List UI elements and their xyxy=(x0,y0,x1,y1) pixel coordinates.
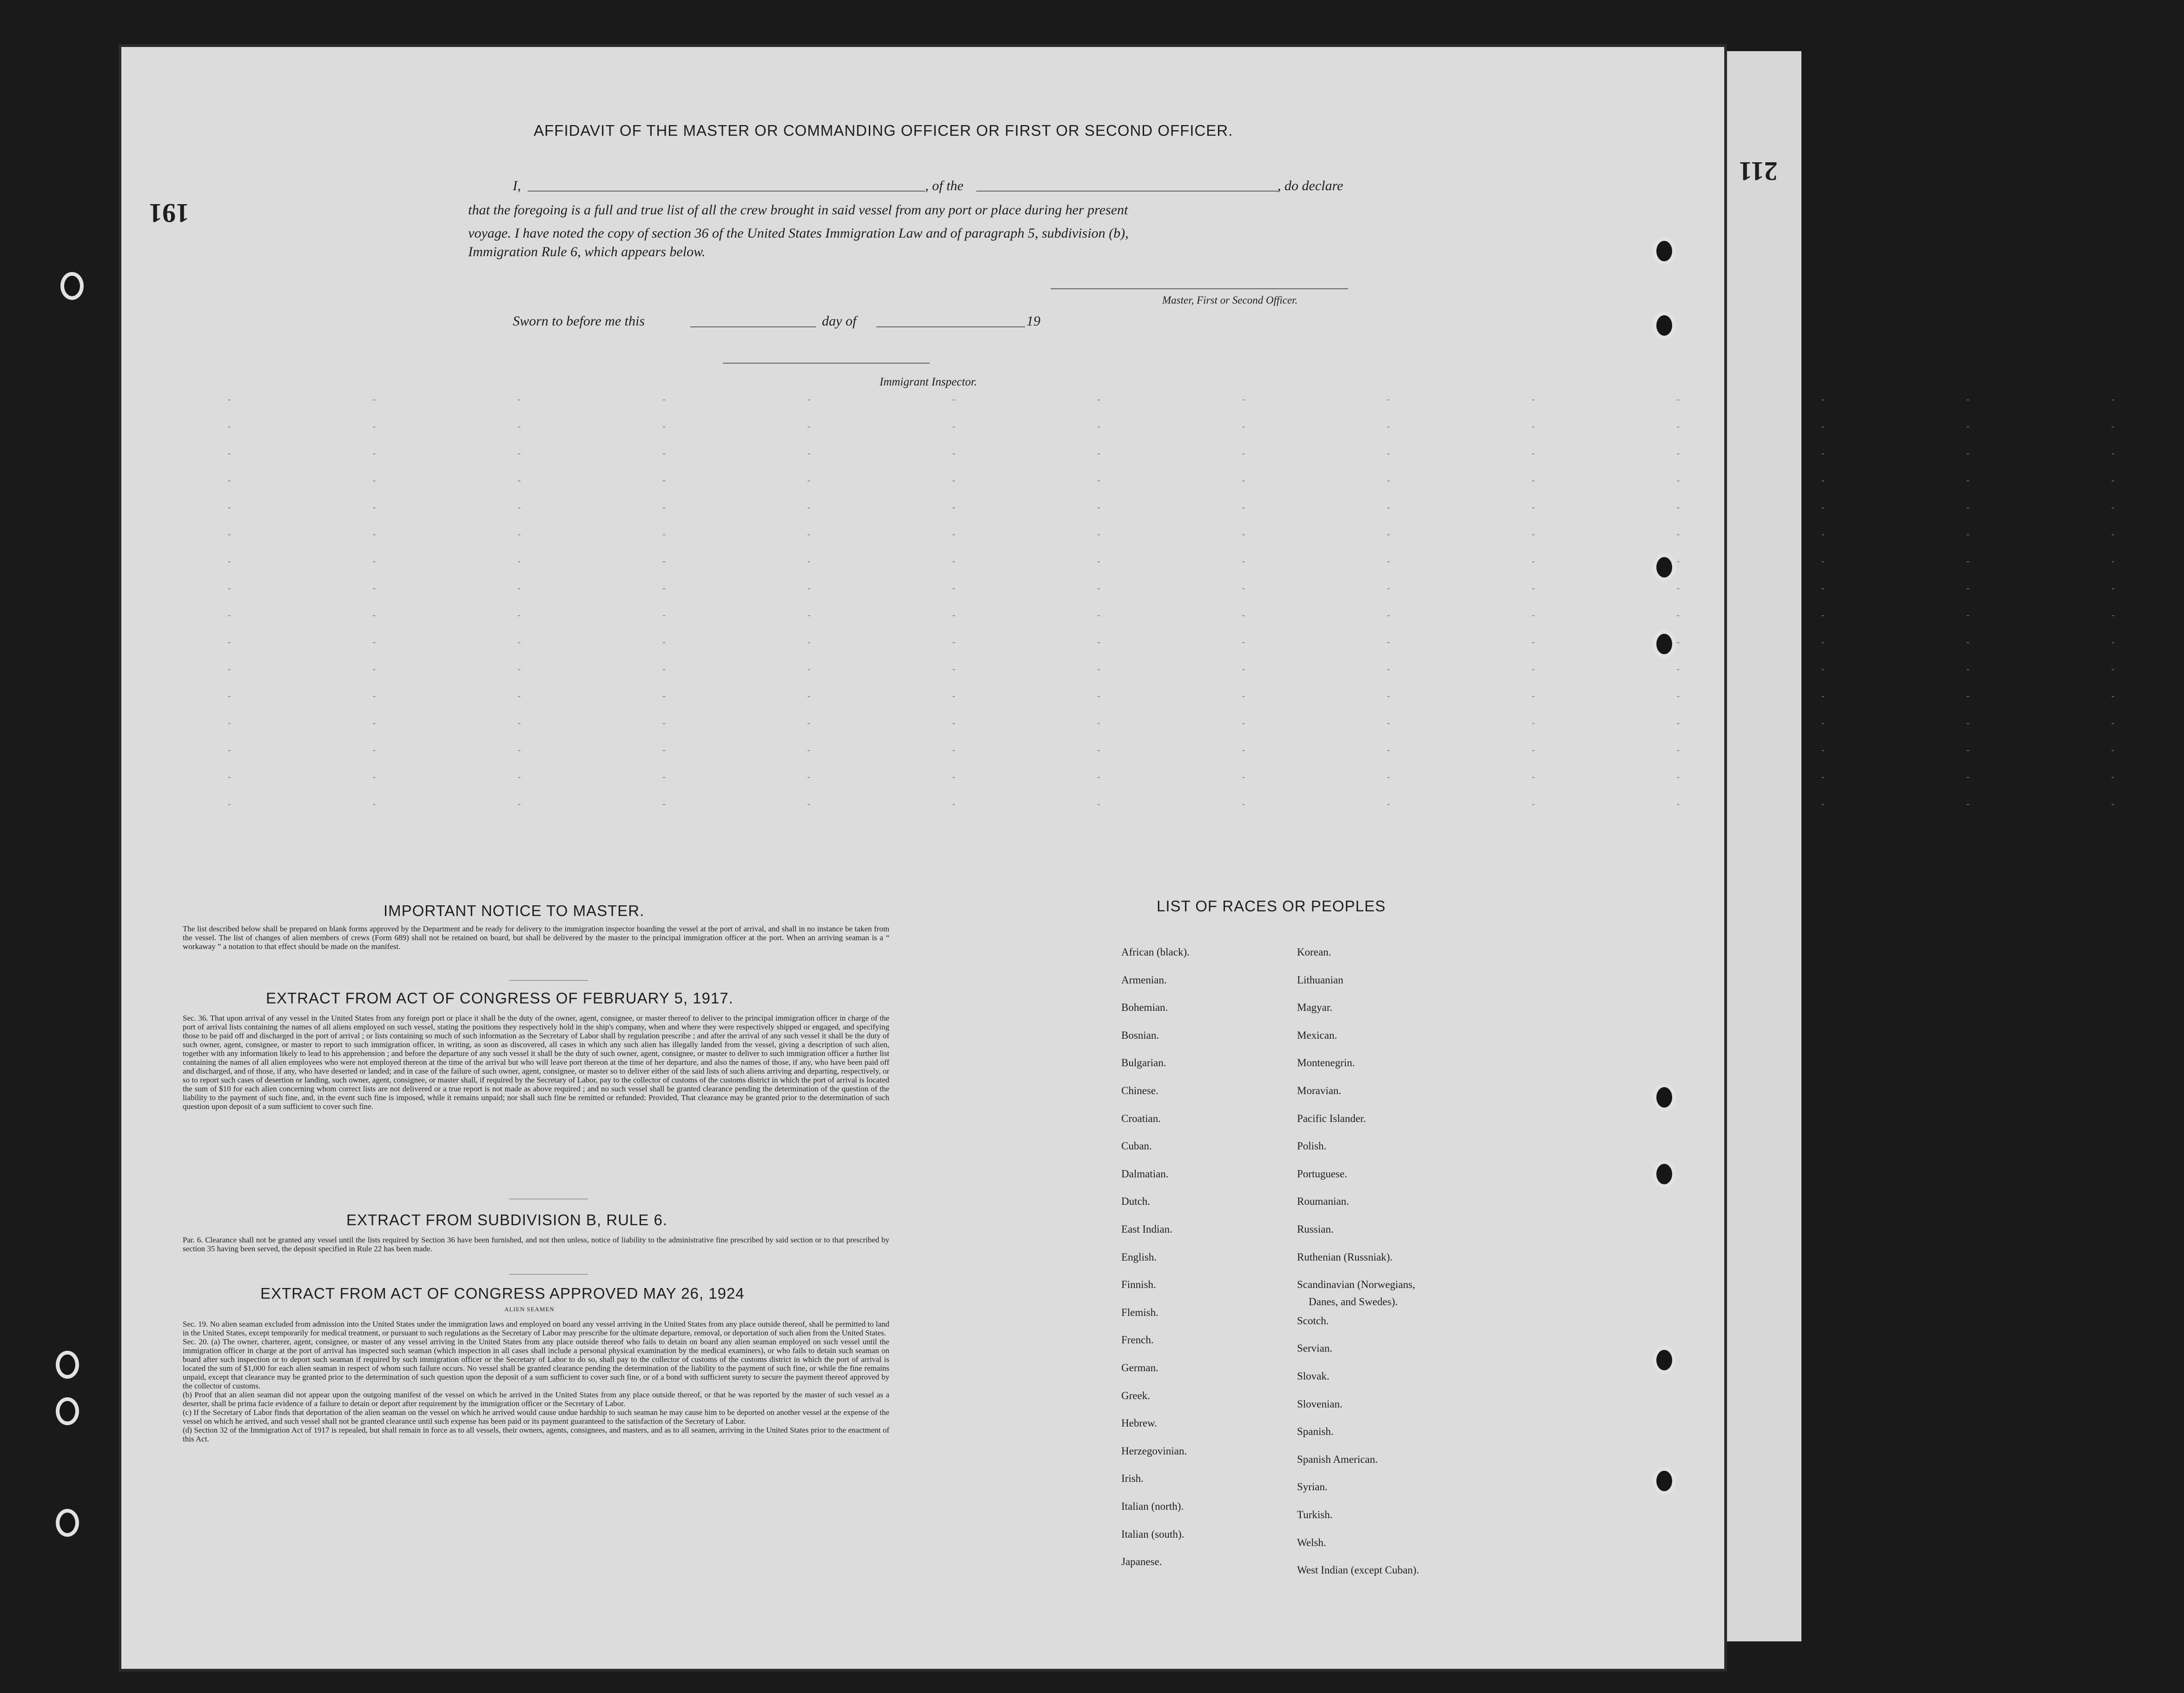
race-item: Bosnian. xyxy=(1121,1029,1159,1041)
vessel-name-line[interactable] xyxy=(976,191,1278,192)
race-item: Roumanian. xyxy=(1297,1195,1349,1208)
signature-label: Master, First or Second Officer. xyxy=(1162,294,1298,306)
binder-hole xyxy=(1653,1083,1676,1111)
race-item: Hebrew. xyxy=(1121,1417,1158,1429)
race-item: French. xyxy=(1121,1334,1154,1346)
race-item: Dutch. xyxy=(1121,1195,1150,1208)
binder-hole xyxy=(56,1509,79,1537)
sec20b-text: (b) Proof that an alien seaman did not appear upon the outgoing manifest of the vessel on which he arrived in the United States from any place outside thereof, or that he was reported by the master of such vessel as a deserter, shall be prima facie evidence of a failure to detain or deport after requirement by the immigration officer or the Secretary of Labor. xyxy=(183,1390,889,1408)
race-item: Greek. xyxy=(1121,1389,1150,1401)
race-item: Chinese. xyxy=(1121,1085,1158,1096)
sec20c-text: (c) If the Secretary of Labor finds that deportation of the alien seaman on the vessel on which he arrived would cause undue hardship to such seaman he may cause him to be deported on another vessel at the expense of the vessel on which he arrived, and such vessel shall not be granted clearance until such expense has been paid or its payment guaranteed to the satisfaction of the Secretary of Labor. xyxy=(183,1408,889,1426)
race-item: Herzegovinian. xyxy=(1121,1445,1187,1457)
race-item: Armenian. xyxy=(1121,974,1167,986)
extract-1917-title: EXTRACT FROM ACT OF CONGRESS OF FEBRUARY 5, 1917. xyxy=(266,989,734,1007)
bleed-through-dash-row: - - - - - - - - - - - - - - xyxy=(228,502,2184,512)
race-item: Montenegrin. xyxy=(1297,1057,1355,1069)
race-item: Servian. xyxy=(1297,1342,1333,1354)
page-number-right: 211 xyxy=(1739,156,1778,186)
race-item: Pacific Islander. xyxy=(1297,1112,1366,1124)
race-item: Danes, and Swedes). xyxy=(1309,1296,1398,1308)
binder-hole xyxy=(1653,1346,1676,1374)
binder-hole xyxy=(60,272,84,300)
race-item: Turkish. xyxy=(1297,1509,1333,1520)
race-item: Ruthenian (Russniak). xyxy=(1297,1251,1393,1263)
race-item: Welsh. xyxy=(1297,1536,1326,1548)
affidavit-i-label: I, xyxy=(513,178,521,193)
affidavit-of-the: , of the xyxy=(925,178,964,193)
bleed-through-dash-row: - - - - - - - - - - - - - - xyxy=(228,610,2184,620)
race-item: Slovak. xyxy=(1297,1370,1330,1382)
race-item: Croatian. xyxy=(1121,1112,1161,1124)
affidavit-do-declare: , do declare xyxy=(1277,178,1343,193)
bleed-through-dash-row: - - - - - - - - - - - - - - xyxy=(228,718,2184,728)
sec20d-text: (d) Section 32 of the Immigration Act of 1917 is repealed, but shall remain in force as to all vessels, their owners, agents, consignees, and masters, and as to all seamen, arriving in the United States prior to the enactment of this Act. xyxy=(183,1426,889,1443)
affidavit-line-4: Immigration Rule 6, which appears below. xyxy=(468,244,706,259)
race-item: Lithuanian xyxy=(1297,974,1343,986)
bleed-through-dash-row: - - - - - - - - - - - - - - xyxy=(228,691,2184,701)
race-item: East Indian. xyxy=(1121,1223,1172,1235)
signature-line[interactable] xyxy=(1051,288,1348,289)
notice-text: The list described below shall be prepared on blank forms approved by the Department and be ready for delivery to the immigration inspector boarding the vessel at the port of arrival, and shall in no instance be taken from the vessel. The list of changes of alien members of crews (Form 689) shall not be retained on board, but shall be delivered by the master to the principal immigration officer at the port. When an arriving seaman is a “ workaway ” a notation to that effect should be made on the manifest. xyxy=(183,924,889,951)
extract-1924-body xyxy=(183,1320,889,1443)
notice-title: IMPORTANT NOTICE TO MASTER. xyxy=(384,902,645,919)
race-item: Italian (south). xyxy=(1121,1528,1185,1540)
binder-hole xyxy=(1653,312,1676,339)
race-item: Moravian. xyxy=(1297,1085,1342,1096)
race-item: Spanish. xyxy=(1297,1426,1334,1438)
race-item: Syrian. xyxy=(1297,1481,1328,1493)
extract-1917-text: Sec. 36. That upon arrival of any vessel in the United States from any foreign port or place it shall be the duty of the owner, agent, consignee, or master thereof to deliver to the principal immigration officer in charge of the port of arrival lists containing the names of all aliens employed on such vessel, stating the positions they respectively hold in the ship's company, when and where they were respectively shipped or engaged, and specifying those to be paid off and discharged in the port of arrival ; or lists containing so much of such information as the Secretary of Labor shall by regulation prescribe ; and after the arrival of any such vessel it shall be the duty of such owner, agent, consignee, or master to report to such immigration officer, in writing, as soon as discovered, all cases in which any such alien has illegally landed from the vessel, giving a description of such alien, together with any information likely to lead to his apprehension ; and before the departure of any such vessel it shall be the duty of such owner, agent, consignee, or master to deliver to such immigration officer a further list containing the names of all alien employees who were not employed thereon at the time of the arrival but who will leave port thereon at the time of her departure, and also the names of those, if any, who have been paid off and discharged, and of those, if any, who have deserted or landed; and in case of the failure of such owner, agent, consignee, or master so to deliver either of the said lists of such aliens arriving and departing, respectively, or so to report such cases of desertion or landing, such owner, agent, consignee, or master shall, if required by the Secretary of Labor, pay to the collector of customs of the customs district in which the port of arrival is located the sum of $10 for each alien concerning whom correct lists are not delivered or a true report is not made as above required ; and no such vessel shall be granted clearance pending the determination of the question of the liability to the payment of such fine, and, in the event such fine is imposed, while it remains unpaid; nor shall such fine be remitted or refunded: Provided, That clearance may be granted prior to the determination of such question upon deposit of a sum sufficient to cover such fine. xyxy=(183,1014,889,1111)
divider xyxy=(509,1274,588,1275)
bleed-through-dash-row: - - - - - - - - - - - - - - xyxy=(228,556,2184,566)
race-item: German. xyxy=(1121,1362,1158,1374)
race-item: Irish. xyxy=(1121,1473,1144,1485)
race-item: Bulgarian. xyxy=(1121,1057,1166,1069)
bleed-through-dash-row: - - - - - - - - - - - - - - xyxy=(228,772,2184,782)
year-label: 19 xyxy=(1026,313,1040,329)
binder-hole xyxy=(56,1351,79,1379)
race-item: Dalmatian. xyxy=(1121,1168,1169,1180)
race-item: Mexican. xyxy=(1297,1029,1337,1041)
race-item: Slovenian. xyxy=(1297,1398,1343,1410)
page-number-left: 191 xyxy=(149,198,189,228)
sworn-month-line[interactable] xyxy=(876,326,1025,327)
affidavit-line-2: that the foregoing is a full and true list of all the crew brought in said vessel from any port or place during her present xyxy=(468,202,1128,218)
race-item: Polish. xyxy=(1297,1140,1327,1152)
race-item: Portuguese. xyxy=(1297,1168,1347,1180)
alien-seamen-subtitle: ALIEN SEAMEN xyxy=(504,1306,555,1313)
race-item: Finnish. xyxy=(1121,1279,1156,1291)
race-item: Spanish American. xyxy=(1297,1453,1378,1465)
affidavit-line-3: voyage. I have noted the copy of section 36 of the United States Immigration Law and of paragraph 5, subdivision (b), xyxy=(468,226,1129,241)
race-item: Scotch. xyxy=(1297,1315,1329,1327)
races-title: LIST OF RACES OR PEOPLES xyxy=(1157,897,1386,915)
bleed-through-dash-row: - - - - - - - - - - - - - - xyxy=(228,394,2184,405)
race-item: Cuban. xyxy=(1121,1140,1152,1152)
sec20a-text: Sec. 20. (a) The owner, charterer, agent, consignee, or master of any vessel arriving in the United States from any place outside thereof who fails to detain on board any alien seaman employed on such vessel until the immigration officer in charge at the port of arrival has inspected such seaman (which inspection in all cases shall include a personal physical examination by the medical examiners), or who fails to detain such seaman on board after such inspection or to deport such seaman if required by such immigration officer or the Secretary of Labor to do so, shall pay to the collector of customs of the customs district in which the port of arrival is located the sum of $1,000 for each alien seaman in respect of whom such failure occurs. No vessel shall be granted clearance pending the determination of the liability to the payment of such fine, or while the fine remains unpaid, except that clearance may be granted prior to the determination of such question upon the deposit of a sum sufficient to cover such fine, or of a bond with sufficient surety to secure the payment thereof approved by the collector of customs. xyxy=(183,1337,889,1390)
race-item: English. xyxy=(1121,1251,1157,1263)
race-item: Bohemian. xyxy=(1121,1002,1168,1014)
bleed-through-dash-row: - - - - - - - - - - - - - - xyxy=(228,799,2184,809)
binder-hole xyxy=(1653,237,1676,265)
bleed-through-dash-row: - - - - - - - - - - - - - - xyxy=(228,475,2184,485)
bleed-through-dash-row: - - - - - - - - - - - - - - xyxy=(228,637,2184,647)
rule6-text: Par. 6. Clearance shall not be granted any vessel until the lists required by Section 36 have been furnished, and not then unless, notice of liability to the administrative fine prescribed by said section or to that prescribed by section 35 having been served, the deposit specified in Rule 22 has been made. xyxy=(183,1235,889,1253)
race-item: Magyar. xyxy=(1297,1002,1333,1014)
bleed-through-dash-row: - - - - - - - - - - - - - - xyxy=(228,421,2184,432)
extract-1924-title: EXTRACT FROM ACT OF CONGRESS APPROVED MAY 26, 1924 xyxy=(260,1285,745,1302)
inspector-label: Immigrant Inspector. xyxy=(880,376,977,388)
race-item: Russian. xyxy=(1297,1223,1334,1235)
page-edge-strip xyxy=(1727,51,1801,1641)
sworn-day-line[interactable] xyxy=(690,326,816,327)
race-item: Korean. xyxy=(1297,946,1331,958)
race-item: West Indian (except Cuban). xyxy=(1297,1564,1419,1576)
bleed-through-dash-row: - - - - - - - - - - - - - - xyxy=(228,664,2184,674)
race-item: Italian (north). xyxy=(1121,1500,1184,1512)
race-item: Scandinavian (Norwegians, xyxy=(1297,1279,1416,1291)
affidavit-title: AFFIDAVIT OF THE MASTER OR COMMANDING OFFICER OR FIRST OR SECOND OFFICER. xyxy=(534,122,1233,139)
sworn-label: Sworn to before me this xyxy=(513,313,645,329)
divider xyxy=(509,980,588,981)
bleed-through-dash-row: - - - - - - - - - - - - - - xyxy=(228,745,2184,755)
master-name-line[interactable] xyxy=(528,191,925,192)
day-of-label: day of xyxy=(822,313,857,329)
binder-hole xyxy=(1653,1467,1676,1495)
bleed-through-dash-row: - - - - - - - - - - - - - - xyxy=(228,529,2184,539)
race-item: Japanese. xyxy=(1121,1556,1162,1568)
race-item: African (black). xyxy=(1121,946,1190,958)
race-item: Flemish. xyxy=(1121,1306,1158,1318)
binder-hole xyxy=(56,1397,79,1425)
inspector-signature-line[interactable] xyxy=(723,363,930,364)
bleed-through-dash-row: - - - - - - - - - - - - - - xyxy=(228,583,2184,593)
bleed-through-dash-row: - - - - - - - - - - - - - - xyxy=(228,448,2184,458)
binder-hole xyxy=(1653,1160,1676,1188)
rule6-title: EXTRACT FROM SUBDIVISION B, RULE 6. xyxy=(346,1211,668,1228)
sec19-text: Sec. 19. No alien seaman excluded from admission into the United States under the immigration laws and employed on board any vessel arriving in the United States from any place outside thereof, shall be permitted to land in the United States, except temporarily for medical treatment, or pursuant to such regulations as the Secretary of Labor may prescribe for the ultimate departure, removal, or deportation of such alien from the United States. xyxy=(183,1320,889,1337)
